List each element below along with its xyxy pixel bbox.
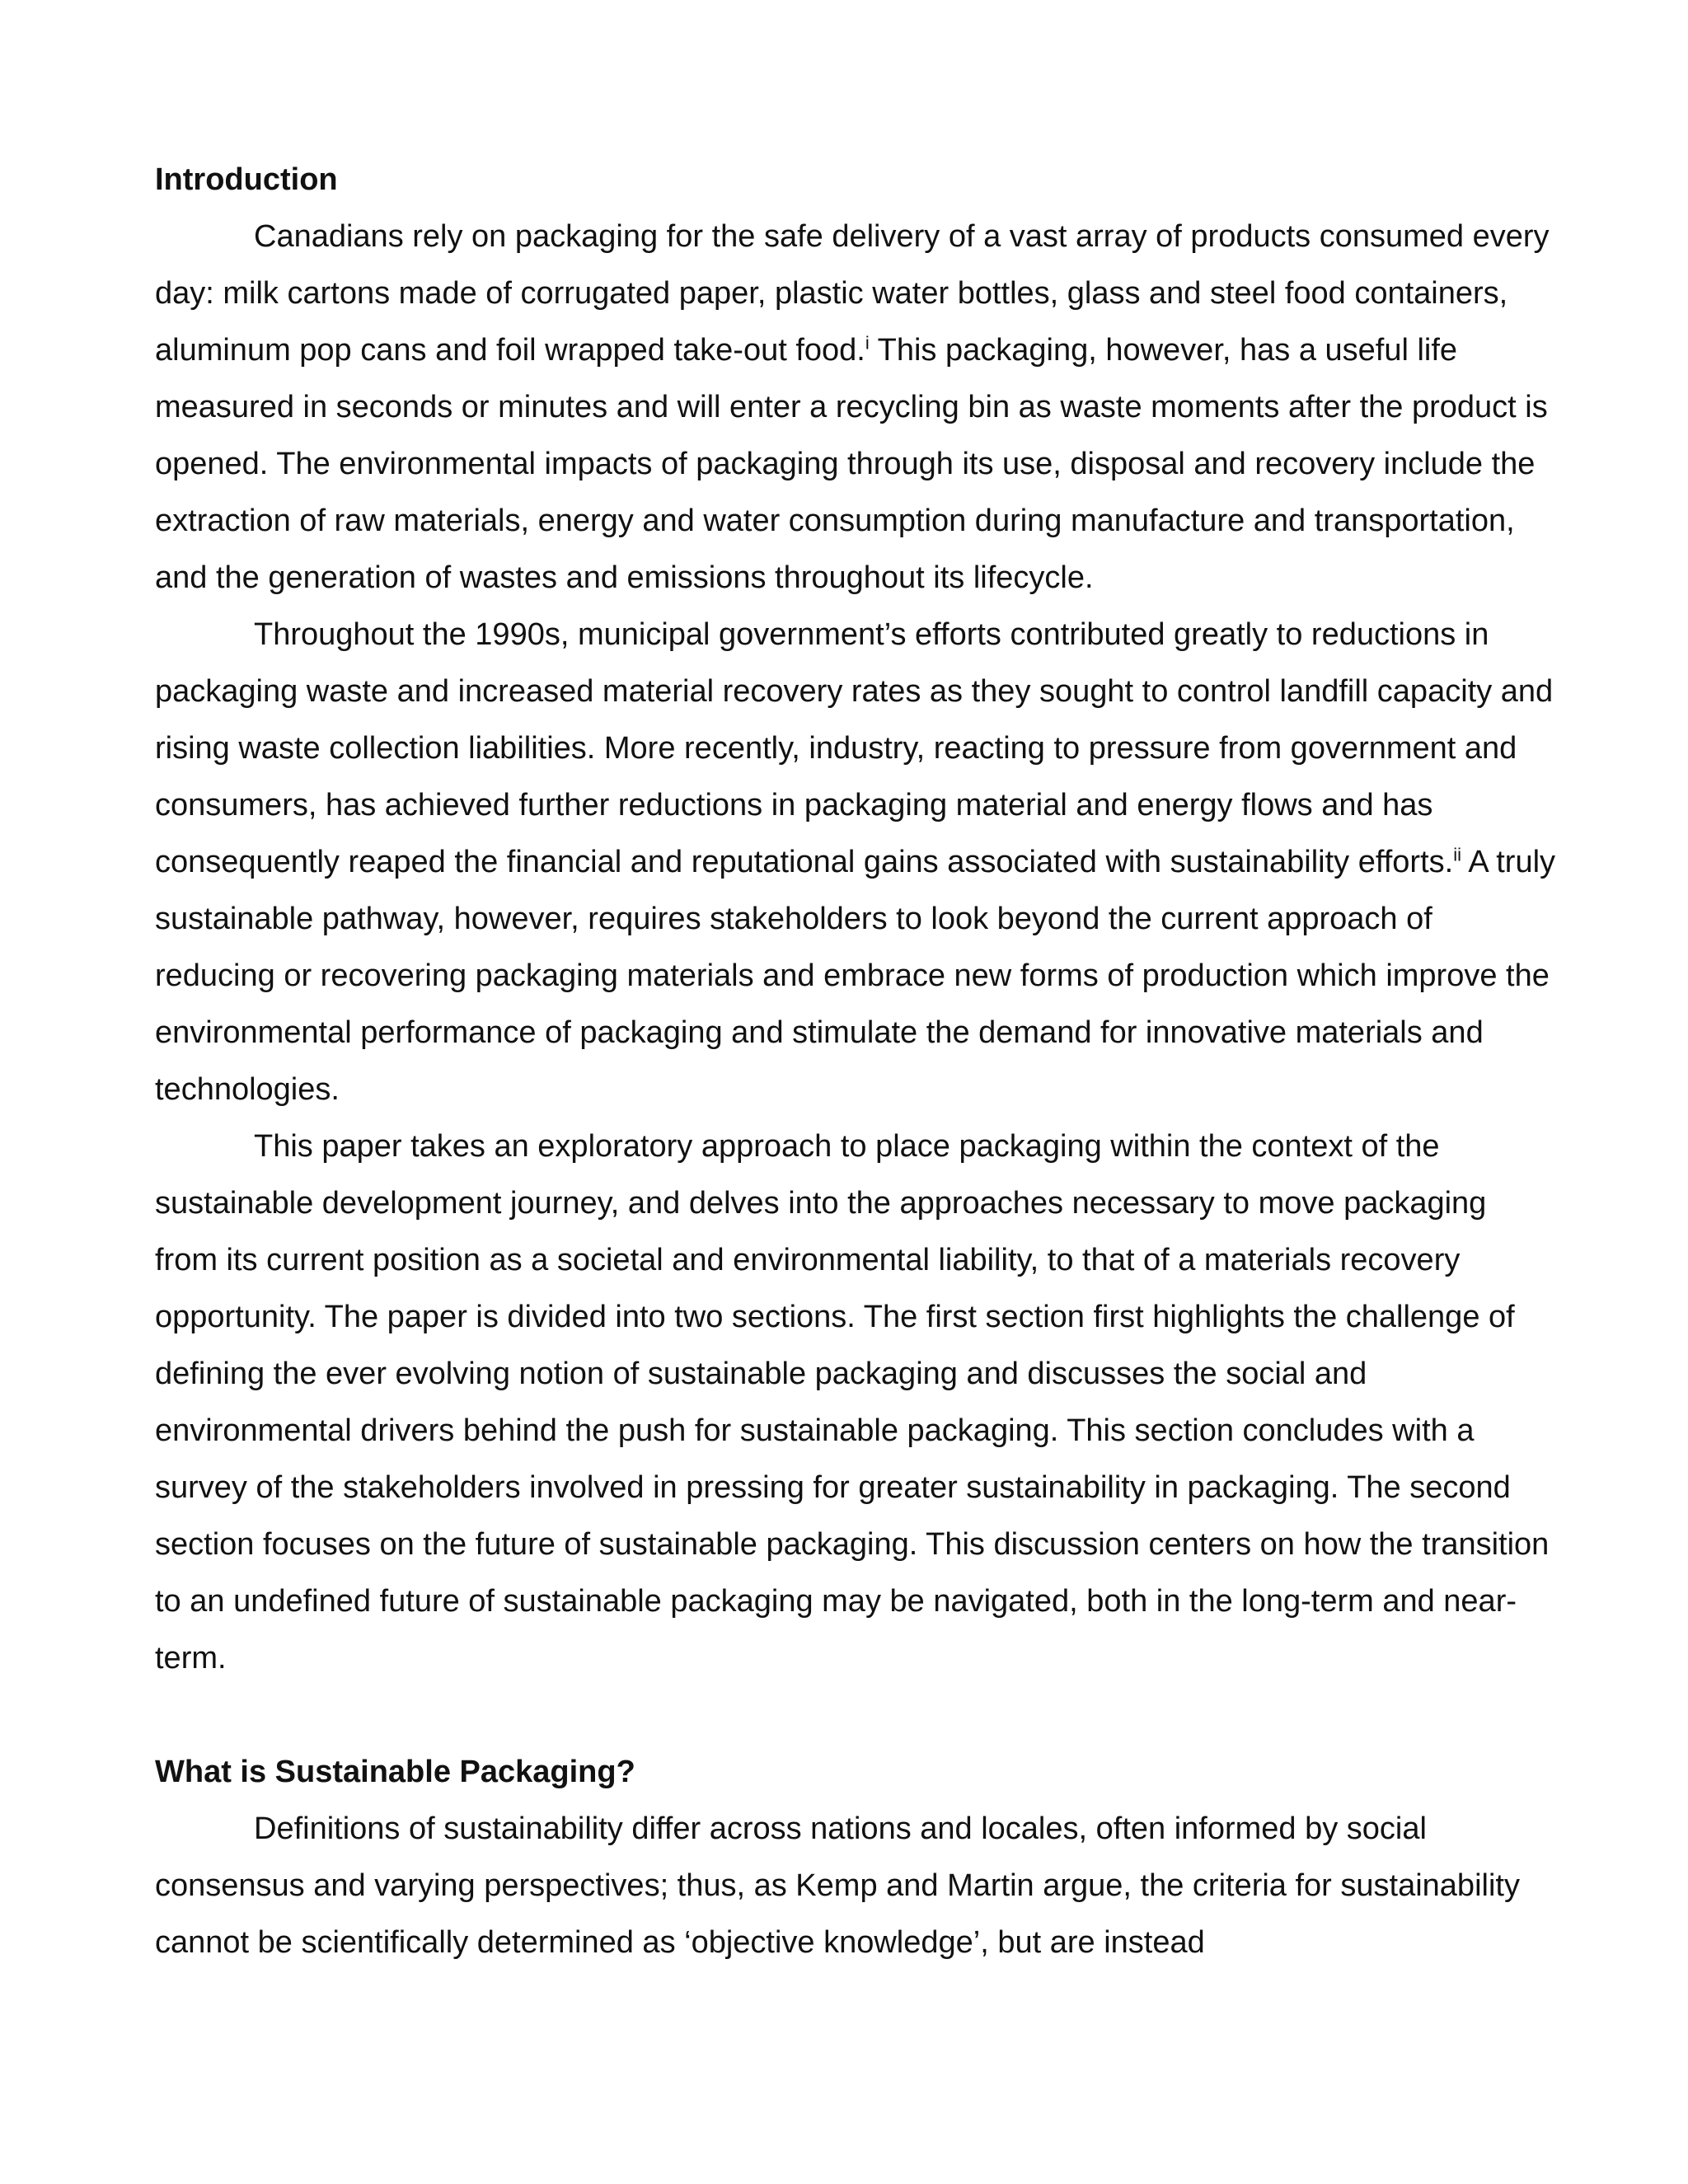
section-spacer bbox=[155, 1687, 1556, 1744]
intro-paragraph-3: This paper takes an exploratory approach to place packaging within the context of the sustainable development journey, and delves into the approaches necessary to move packaging from its current position as a societal and environmental liability, to that of a materials recovery opportunity. The paper is divided into two sections. The first section first highlights the challenge of defining the ever evolving notion of sustainable packaging and discusses the social and environmental drivers behind the push for sustainable packaging. This section concludes with a survey of the stakeholders involved in pressing for greater sustainability in packaging. The second section focuses on the future of sustainable packaging. This discussion centers on how the transition to an undefined future of sustainable packaging may be navigated, both in the long-term and near-term. bbox=[155, 1129, 1550, 1675]
document-body bbox=[155, 152, 1556, 1971]
section2-paragraph-1: Definitions of sustainability differ across nations and locales, often informed by social consensus and varying perspectives; thus, as Kemp and Martin argue, the criteria for sustainability cannot be scientifically determined as ‘objective knowledge’, but are instead bbox=[155, 1811, 1520, 1960]
introduction-heading: Introduction bbox=[155, 162, 338, 197]
intro-paragraph-2-text-a: Throughout the 1990s, municipal government’s efforts contributed greatly to reductions in packaging waste and increased material recovery rates as they sought to control landfill capacity and rising waste collection liabilities. More recently, industry, reacting to pressure from government and consumers, has achieved further reductions in packaging material and energy flows and has consequently reaped the financial and reputational gains associated with sustainability efforts. bbox=[155, 617, 1554, 879]
intro-paragraph-1 bbox=[155, 209, 1556, 607]
endnote-marker-ii[interactable]: ii bbox=[1453, 844, 1461, 865]
endnote-marker-i[interactable]: i bbox=[865, 332, 870, 354]
sustainable-packaging-heading: What is Sustainable Packaging? bbox=[155, 1755, 635, 1789]
intro-paragraph-1-text-b: This packaging, however, has a useful life measured in seconds or minutes and will enter a recycling bin as waste moments after the product is opened. The environmental impacts of packaging through its use, disposal and recovery include the extraction of raw materials, energy and water consumption during manufacture and transportation, and the generation of wastes and emissions throughout its lifecycle. bbox=[155, 333, 1548, 595]
intro-paragraph-2-text-b: A truly sustainable pathway, however, requires stakeholders to look beyond the current approach of reducing or recovering packaging materials and embrace new forms of production which improve the environmental performance of packaging and stimulate the demand for innovative materials and technologies. bbox=[155, 845, 1556, 1107]
intro-paragraph-2 bbox=[155, 607, 1556, 1118]
intro-paragraph-1-text-a: Canadians rely on packaging for the safe delivery of a vast array of products consumed every day: milk cartons made of corrugated paper, plastic water bottles, glass and steel food containers, aluminum pop cans and foil wrapped take-out food. bbox=[155, 219, 1550, 368]
